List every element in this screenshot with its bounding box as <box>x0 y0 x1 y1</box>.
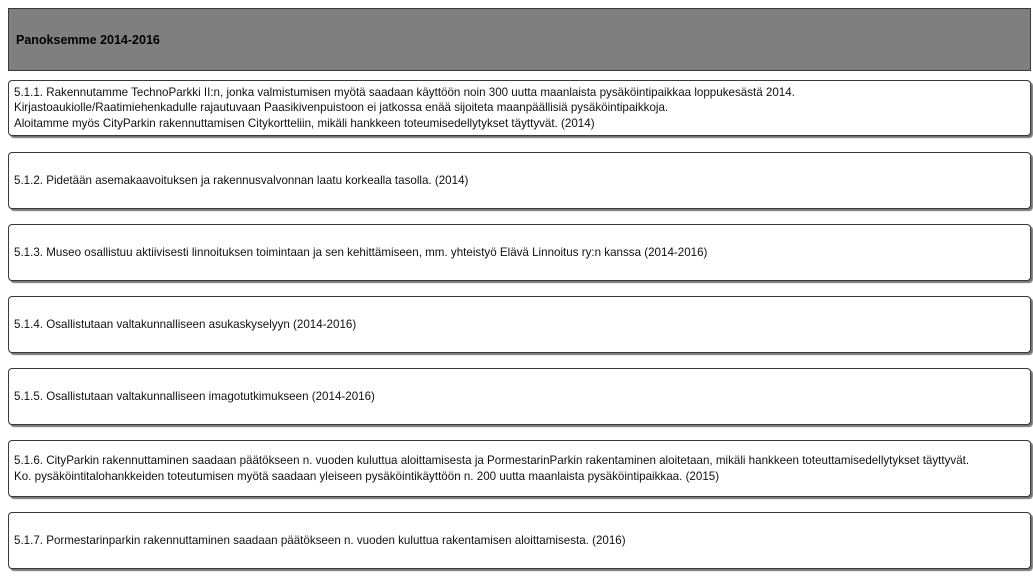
action-item-5-1-3 <box>8 224 1031 281</box>
action-item-text: 5.1.4. Osallistutaan valtakunnalliseen asukaskyselyyn (2014-2016) <box>14 317 357 331</box>
action-item-text: 5.1.3. Museo osallistuu aktiivisesti linnoituksen toimintaan ja sen kehittämiseen, mm. yhteistyö Elävä Linnoitus ry:n kanssa (2014-2016) <box>14 245 708 259</box>
action-item-text: 5.1.2. Pidetään asemakaavoituksen ja rakennusvalvonnan laatu korkealla tasolla. (2014) <box>14 173 469 187</box>
section-title: Panoksemme 2014-2016 <box>16 32 160 47</box>
action-item-5-1-6 <box>8 440 1031 497</box>
action-item-text: 5.1.6. CityParkin rakennuttaminen saadaan päätökseen n. vuoden kuluttua aloittamisesta ja PormestarinParkin rakentaminen aloitetaan, mikäli hankkeen toteuttamisedellytykset täyttyvät. Ko. pysäköintitalohankkeiden toteutumisen myötä saadaan yleiseen pysäköintikäyttöön n. 200 uutta maanlaista pysäköintipaikkaa. (2015) <box>14 454 970 483</box>
action-item-5-1-2 <box>8 152 1031 209</box>
action-item-text: 5.1.1. Rakennutamme TechnoParkki II:n, jonka valmistumisen myötä saadaan käyttöön noin 300 uutta maanlaista pysäköintipaikkaa loppukesästä 2014. Kirjastoaukiolle/Raatimiehenkadulle rajautuvaan Paasikivenpuistoon ei jatkossa enää sijoiteta maanpäällisiä pysäköintipaikkoja. Aloitamme myös CityParkin rakennuttamisen Citykortteliin, mikäli hankkeen toteumisedellytykset täyttyvät. (2014) <box>14 85 795 130</box>
action-item-5-1-7 <box>8 512 1031 569</box>
section-header <box>8 8 1031 71</box>
action-item-5-1-1 <box>8 80 1031 136</box>
action-item-text: 5.1.7. Pormestarinparkin rakennuttaminen saadaan päätökseen n. vuoden kuluttua rakentamisen aloittamisesta. (2016) <box>14 533 626 547</box>
action-item-text: 5.1.5. Osallistutaan valtakunnalliseen imagotutkimukseen (2014-2016) <box>14 389 375 403</box>
action-item-5-1-5 <box>8 368 1031 425</box>
action-item-5-1-4 <box>8 296 1031 353</box>
